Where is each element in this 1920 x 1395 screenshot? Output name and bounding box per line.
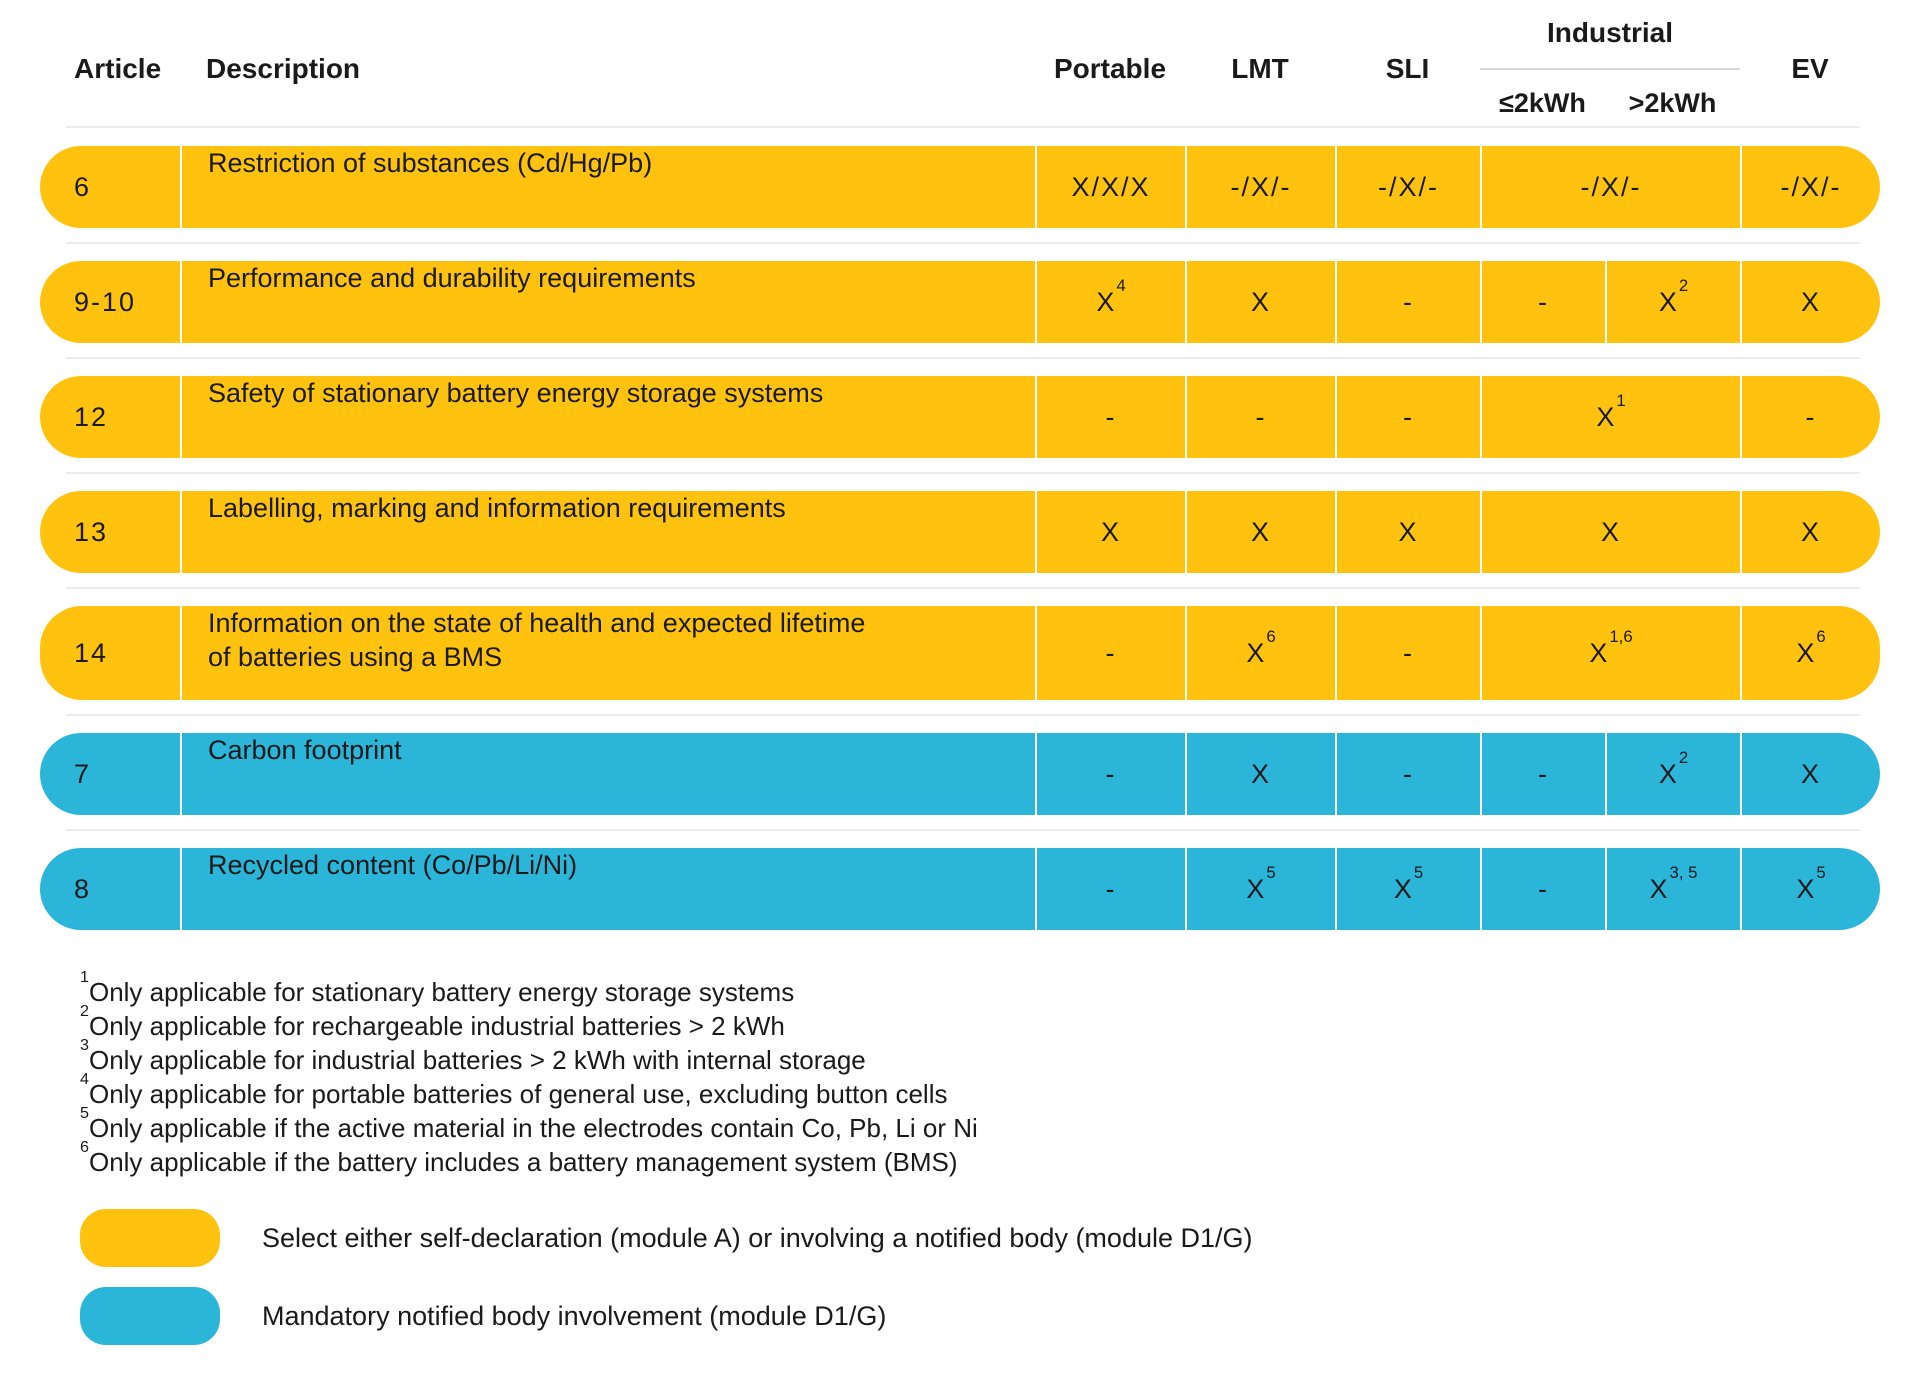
cell-industrial-merged (1480, 376, 1740, 458)
cell-industrial-gt2kwh (1605, 848, 1740, 930)
industrial-gt2kwh-value: $X^2$ (1658, 276, 1689, 317)
row-gap (40, 700, 1880, 733)
cell-portable (1035, 848, 1185, 930)
industrial-value: -/X/- (1580, 171, 1642, 202)
cell-ev (1740, 146, 1880, 228)
row-separator-line (66, 242, 1860, 244)
cell-sli (1335, 261, 1480, 343)
industrial-value: X (1600, 516, 1621, 547)
ev-value: X (1800, 286, 1821, 317)
footnote-6: $^6$Only applicable if the battery includes a battery management system (BMS) (80, 1138, 958, 1177)
industrial-group-underline (1480, 68, 1740, 70)
cell-industrial-le2kwh (1480, 848, 1605, 930)
col-header-industrial-le2kwh: ≤2kWh (1499, 88, 1586, 118)
cell-description (180, 261, 1035, 343)
lmt-value: X (1250, 758, 1271, 789)
cell-lmt (1185, 376, 1335, 458)
description-line: Labelling, marking and information requirements (208, 493, 786, 523)
legend-label-yellow: Select either self-declaration (module A) or involving a notified body (module D1/G) (262, 1222, 1253, 1253)
footnote-3: $^3$Only applicable for industrial batteries > 2 kWh with internal storage (80, 1036, 866, 1075)
cell-description (180, 733, 1035, 815)
article-number: 7 (74, 758, 92, 789)
footnote-1: $^1$Only applicable for stationary battery energy storage systems (80, 968, 795, 1007)
cell-article (40, 376, 180, 458)
table-body (40, 146, 1880, 930)
article-number: 12 (74, 401, 109, 432)
legend (80, 1209, 1880, 1345)
footnote-5: $^5$Only applicable if the active material in the electrodes contain Co, Pb, Li or Ni (80, 1104, 978, 1143)
cell-sli (1335, 146, 1480, 228)
sli-value: - (1403, 758, 1414, 789)
cell-portable (1035, 491, 1185, 573)
col-header-ev: EV (1791, 53, 1829, 84)
col-header-article: Article (74, 53, 162, 84)
cell-article (40, 733, 180, 815)
cell-description (180, 606, 1035, 700)
industrial-gt2kwh-value: X$^{3, 5}$ (1649, 863, 1698, 904)
cell-ev (1740, 733, 1880, 815)
footnote-number: 4 (80, 1070, 89, 1089)
cell-lmt (1185, 146, 1335, 228)
col-header-portable: Portable (1053, 53, 1167, 84)
cell-ev (1740, 848, 1880, 930)
cell-sli (1335, 376, 1480, 458)
cell-industrial-le2kwh (1480, 733, 1605, 815)
article-number: 6 (74, 171, 92, 202)
article-number: 14 (74, 637, 109, 668)
cell-industrial-merged (1480, 491, 1740, 573)
table-row-article-8 (40, 848, 1880, 930)
footnote-marker: 5 (1413, 863, 1424, 883)
cell-sli (1335, 606, 1480, 700)
lmt-value: -/X/- (1230, 171, 1292, 202)
cell-article (40, 848, 180, 930)
portable-value: X (1100, 516, 1121, 547)
col-header-description: Description (206, 53, 361, 84)
table-row-article-6 (40, 146, 1880, 228)
footnote-marker: 4 (1116, 276, 1126, 296)
cell-lmt (1185, 733, 1335, 815)
cell-ev (1740, 606, 1880, 700)
cell-lmt (1185, 848, 1335, 930)
col-header-industrial: Industrial (1546, 17, 1673, 48)
row-separator-line (66, 357, 1860, 359)
portable-value: - (1105, 758, 1117, 789)
portable-value: - (1105, 637, 1117, 668)
cell-portable (1035, 146, 1185, 228)
description-line: Restriction of substances (Cd/Hg/Pb) (208, 148, 653, 178)
sli-value: - (1403, 401, 1414, 432)
row-separator-line (66, 714, 1860, 716)
footnote-number: 2 (80, 1002, 89, 1021)
table-row-article-9-10 (40, 261, 1880, 343)
cell-description (180, 491, 1035, 573)
description-line: Information on the state of health and expected lifetime (208, 608, 866, 638)
cell-description (180, 848, 1035, 930)
industrial-le2kwh-value: - (1538, 758, 1549, 789)
ev-value: X (1800, 516, 1821, 547)
portable-value: X/X/X (1071, 171, 1151, 202)
sli-value: - (1403, 286, 1414, 317)
ev-value: X (1800, 758, 1821, 789)
col-header-lmt: LMT (1231, 53, 1289, 84)
footnote-marker: 3, 5 (1669, 863, 1698, 883)
row-gap (40, 458, 1880, 491)
cell-lmt (1185, 491, 1335, 573)
description-line: Recycled content (Co/Pb/Li/Ni) (208, 850, 578, 880)
article-number: 9-10 (74, 286, 137, 317)
industrial-value: $X^1$ (1596, 391, 1626, 432)
cell-article (40, 606, 180, 700)
row-gap (40, 815, 1880, 848)
footnotes (80, 968, 1880, 1179)
cell-article (40, 146, 180, 228)
lmt-value: - (1255, 401, 1267, 432)
article-number: 13 (74, 516, 109, 547)
footnote-number: 6 (80, 1138, 89, 1157)
description-line: Performance and durability requirements (208, 263, 696, 293)
lmt-value: X (1250, 286, 1271, 317)
sli-value: -/X/- (1378, 171, 1439, 202)
footnote-marker: 2 (1678, 276, 1689, 296)
lmt-value: $X^5$ (1246, 863, 1276, 904)
cell-lmt (1185, 261, 1335, 343)
sli-value: X (1398, 516, 1419, 547)
footnote-marker: 5 (1266, 863, 1276, 883)
ev-value: $X^5$ (1796, 863, 1826, 904)
footnote-marker: 6 (1266, 627, 1276, 647)
legend-item-blue (80, 1287, 1880, 1345)
footnote-number: 1 (80, 968, 89, 987)
cell-portable (1035, 606, 1185, 700)
legend-swatch-yellow (80, 1209, 220, 1267)
footnote-marker: 2 (1678, 748, 1689, 768)
description-line: Carbon footprint (208, 735, 402, 765)
cell-industrial-le2kwh (1480, 261, 1605, 343)
legend-swatch-blue (80, 1287, 220, 1345)
lmt-value: X (1250, 516, 1271, 547)
table-row-article-13 (40, 491, 1880, 573)
footnote-number: 3 (80, 1036, 89, 1055)
battery-requirements-table (40, 14, 1880, 1345)
cell-portable (1035, 261, 1185, 343)
sli-value: - (1403, 637, 1414, 668)
footnote-2: $^2$Only applicable for rechargeable industrial batteries > 2 kWh (80, 1002, 785, 1041)
table-row-article-12 (40, 376, 1880, 458)
row-separator-line (66, 472, 1860, 474)
row-separator-line (66, 587, 1860, 589)
cell-article (40, 491, 180, 573)
cell-sli (1335, 491, 1480, 573)
lmt-value: $X^6$ (1246, 627, 1276, 668)
article-number: 8 (74, 873, 92, 904)
col-header-industrial-gt2kwh: >2kWh (1628, 88, 1717, 118)
footnote-marker: 5 (1816, 863, 1826, 883)
description-line: of batteries using a BMS (208, 642, 503, 672)
legend-item-yellow (80, 1209, 1880, 1267)
footnote-marker: 6 (1816, 627, 1826, 647)
legend-label-blue: Mandatory notified body involvement (module D1/G) (262, 1300, 887, 1331)
cell-industrial-gt2kwh (1605, 733, 1740, 815)
footnote-4: $^4$Only applicable for portable batteries of general use, excluding button cells (80, 1070, 948, 1109)
footnote-marker: 1 (1616, 391, 1626, 411)
cell-description (180, 146, 1035, 228)
row-gap (40, 228, 1880, 261)
sli-value: $X^5$ (1393, 863, 1424, 904)
industrial-le2kwh-value: - (1538, 873, 1549, 904)
industrial-gt2kwh-value: $X^2$ (1658, 748, 1689, 789)
ev-value: $X^6$ (1796, 627, 1826, 668)
cell-sli (1335, 733, 1480, 815)
footnote-number: 5 (80, 1104, 89, 1123)
table-row-article-14 (40, 606, 1880, 700)
industrial-value: X$^{1,6}$ (1589, 627, 1633, 668)
cell-portable (1035, 733, 1185, 815)
header-separator-line (66, 126, 1860, 128)
col-header-sli: SLI (1385, 53, 1430, 84)
cell-industrial-merged (1480, 606, 1740, 700)
cell-industrial-merged (1480, 146, 1740, 228)
portable-value: $X^4$ (1096, 276, 1126, 317)
portable-value: - (1105, 401, 1117, 432)
cell-industrial-gt2kwh (1605, 261, 1740, 343)
ev-value: -/X/- (1780, 171, 1842, 202)
cell-ev (1740, 491, 1880, 573)
cell-article (40, 261, 180, 343)
portable-value: - (1105, 873, 1117, 904)
cell-ev (1740, 376, 1880, 458)
row-gap (40, 573, 1880, 606)
table-row-article-7 (40, 733, 1880, 815)
cell-description (180, 376, 1035, 458)
description-line: Safety of stationary battery energy storage systems (208, 378, 824, 408)
industrial-le2kwh-value: - (1538, 286, 1549, 317)
cell-ev (1740, 261, 1880, 343)
cell-lmt (1185, 606, 1335, 700)
cell-sli (1335, 848, 1480, 930)
cell-portable (1035, 376, 1185, 458)
ev-value: - (1805, 401, 1817, 432)
row-separator-line (66, 829, 1860, 831)
table-header (40, 14, 1880, 126)
footnote-marker: 1,6 (1609, 627, 1633, 647)
row-gap (40, 343, 1880, 376)
